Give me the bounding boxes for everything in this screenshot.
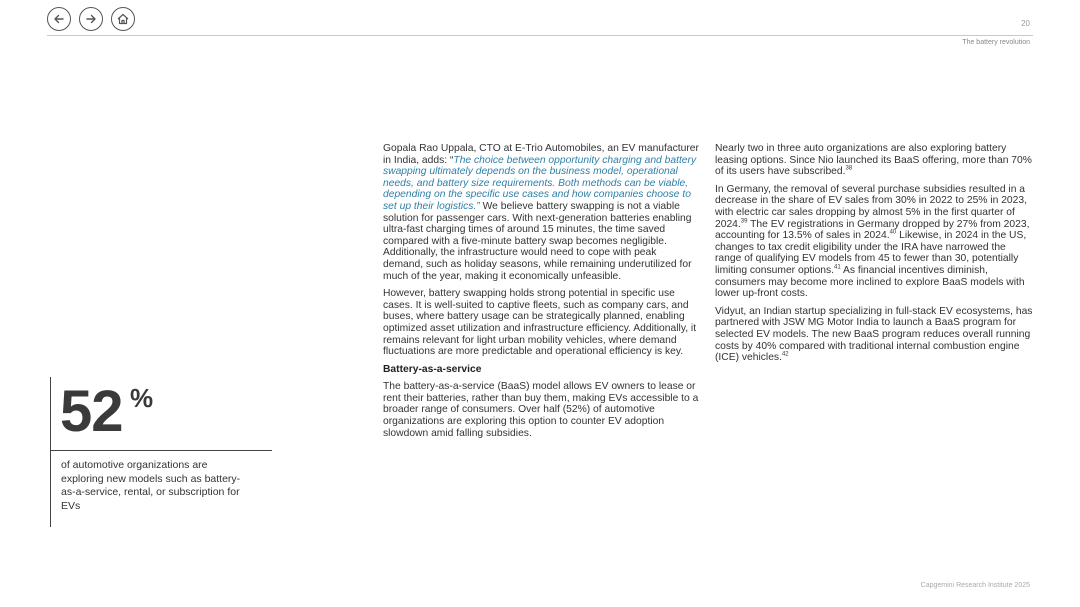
subsidies-text-a: In Germany, the removal of several purchase subsidies resulted in a decrease in the share of EV sales from 30% in 2022 to 25% in 2023, with electric car sales dropping by almost 5% in the first quarter of 2024. bbox=[715, 183, 1027, 230]
footnote-ref[interactable]: 40 bbox=[889, 229, 897, 236]
section-title: The battery revolution bbox=[962, 39, 1030, 46]
stat-number: 52 bbox=[60, 379, 123, 444]
quote-close: ” bbox=[476, 200, 483, 212]
footnote-ref[interactable]: 42 bbox=[781, 351, 789, 358]
footnote-ref[interactable]: 38 bbox=[845, 165, 853, 172]
quote-followup: We believe battery swapping is not a viable solution for passenger cars. With next-generation batteries enabling ultra-fast charging times of around 15 minutes, the time saved compared with a five-minute battery swap becomes negligible. Additionally, the infrastructure would need to cope with peak demand, such as holiday seasons, while remaining underutilized for much of the year, making it economically unfeasible. bbox=[383, 200, 692, 282]
paragraph-baas: The battery-as-a-service (BaaS) model allows EV owners to lease or rent their batteries, rather than buy them, making EVs accessible to a broader range of consumers. Over half (52%) of automotive organizations are exploring this option to counter EV adoption slowdown amid falling subsidies. bbox=[383, 381, 699, 439]
body-column-middle bbox=[383, 143, 699, 445]
subsidies-text-c: Likewise, in 2024 in the US, changes to tax credit eligibility under the IRA have narrowed the range of qualifying EV models from 45 to fewer than 30, potentially limiting consumer options. bbox=[715, 230, 1027, 276]
footnote-ref[interactable]: 39 bbox=[740, 218, 748, 225]
quote-intro: Gopala Rao Uppala, CTO at E-Trio Automobiles, an EV manufacturer in India, adds: “ bbox=[383, 143, 699, 166]
arrow-right-icon bbox=[84, 12, 98, 26]
footer-credit: Capgemini Research Institute 2025 bbox=[920, 582, 1030, 589]
back-button[interactable] bbox=[47, 7, 71, 31]
subsidies-text-d: As financial incentives diminish, consumers may become more inclined to explore BaaS models with lower up-front costs. bbox=[715, 264, 1025, 300]
stat-callout bbox=[50, 377, 272, 527]
paragraph-quote bbox=[383, 143, 699, 282]
vidyut-text: Vidyut, an Indian startup specializing in full-stack EV ecosystems, has partnered with JSW MG Motor India to launch a BaaS program for selected EV models. The new BaaS program reduces overall running costs by 40% compared with traditional internal combustion engine (ICE) vehicles. bbox=[715, 305, 1033, 364]
subsidies-text-b: The EV registrations in Germany dropped by 27% from 2023, accounting for 13.5% of sales in 2024. bbox=[715, 218, 1030, 242]
body-column-right bbox=[715, 143, 1033, 370]
paragraph-subsidies bbox=[715, 184, 1033, 300]
paragraph-use-cases: However, battery swapping holds strong potential in specific use cases. It is well-suited to captive fleets, such as company cars, and buses, where battery usage can be strategically planned, enabling optimized asset utilization and infrastructure efficiency. Additionally, it remains relevant for light urban mobility vehicles, where demand fluctuations are more predictable and operational efficiency is key. bbox=[383, 288, 697, 358]
footnote-ref[interactable]: 41 bbox=[834, 264, 841, 271]
nio-text: Nearly two in three auto organizations are also exploring battery leasing options. Since Nio launched its BaaS offering, more than 70% of its users have subscribed. bbox=[715, 143, 1032, 178]
stat-caption: of automotive organizations are exploring new models such as battery-as-a-service, rental, or subscription for EVs bbox=[61, 459, 241, 512]
navigation-bar bbox=[47, 7, 135, 31]
page-number: 20 bbox=[1021, 19, 1030, 28]
pull-quote: The choice between opportunity charging and battery swapping ultimately depends on the business model, operational needs, and battery size requirements. Both methods can be viable, depending on the specific use cases and how companies choose to set up their logistics. bbox=[383, 154, 697, 212]
paragraph-nio bbox=[715, 143, 1033, 178]
home-button[interactable] bbox=[111, 7, 135, 31]
header-divider bbox=[47, 35, 1033, 36]
paragraph-vidyut bbox=[715, 306, 1033, 364]
stat-horizontal-rule bbox=[50, 450, 272, 451]
arrow-left-icon bbox=[52, 12, 66, 26]
forward-button[interactable] bbox=[79, 7, 103, 31]
stat-percent-sign: % bbox=[130, 383, 154, 413]
subheading-baas: Battery-as-a-service bbox=[383, 363, 482, 375]
stat-vertical-rule bbox=[50, 377, 51, 527]
home-icon bbox=[116, 12, 130, 26]
